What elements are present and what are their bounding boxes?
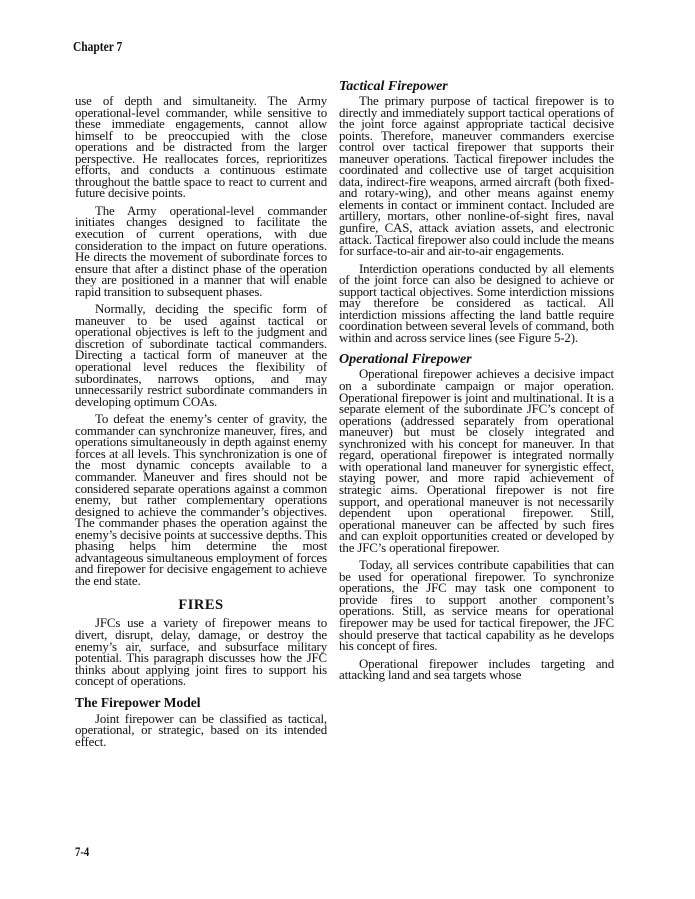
paragraph-services-contribute: Today, all services contribute capabilities that can be used for operational firepower. To synchronize operations, the JFC may task one component to provide fires to support another component’s operations. Still, as service means for operational firepower may be used for tactical firepower, the JFC should preserve that tactical capability as he develops his concept of fires.	[339, 558, 614, 654]
paragraph-jfc-firepower-means: JFCs use a variety of firepower means to divert, disrupt, delay, damage, or destroy the enemy’s air, surface, and subsurface military potential. This paragraph discusses how the JFC thinks about applying joint fires to support his concept of operations.	[75, 616, 327, 689]
right-column	[339, 80, 614, 682]
paragraph-tactical-purpose: The primary purpose of tactical firepower is to directly and immediately support tactical operations of the joint force against appropriate tactical decisive points. Therefore, maneuver commanders exercise control over tactical firepower that supports their maneuver operations. Tactical firepower includes the coordinated and collective use of target acquisition data, indirect-fire weapons, armed aircraft (both fixed- and rotary-wing), and other means against enemy elements in contact or imminent contact. Included are artillery, mortars, other nonline-of-sight fires, naval gunfire, CAS, attack aviation assets, and electronic attack. Tactical firepower also could include the means for surface-to-air and air-to-air engagements.	[339, 94, 614, 259]
heading-operational-firepower: Operational Firepower	[339, 352, 472, 368]
chapter-header: Chapter 7	[73, 40, 123, 55]
heading-tactical-firepower: Tactical Firepower	[339, 79, 448, 94]
paragraph-initiates-changes: The Army operational-level commander initiates changes designed to facilitate the execution of current operations, with due consideration to the impact on future operations. He directs the movement of subordinate forces to ensure that after a distinct phase of the operation they are positioned in a manner that will enable rapid transition to subsequent phases.	[75, 203, 327, 299]
paragraph-center-of-gravity: To defeat the enemy’s center of gravity, the commander can synchronize maneuver, fires, and operations simultaneously in depth against enemy forces at all levels. This synchronization is one of the most dynamic concepts available to a commander. Maneuver and fires should not be considered separate operations against a common enemy, but rather complementary operations designed to achieve the commander’s objectives. The commander phases the operation against the enemy’s decisive points at successive depths. This phasing helps him determine the most advantageous simultaneous employment of forces and firepower for decisive engagement to achieve the end state.	[75, 412, 327, 588]
paragraph-joint-firepower-classified: Joint firepower can be classified as tactical, operational, or strategic, based on its intended effect.	[75, 711, 327, 749]
heading-firepower-model: The Firepower Model	[75, 694, 201, 710]
paragraph-depth-simultaneity: use of depth and simultaneity. The Army operational-level commander, while sensitive to these immediate engagements, cannot allow himself to be preoccupied with the close operations and be distracted from the larger perspective. He reallocates forces, reprioritizes efforts, and conducts a continuous estimate throughout the battle space to react to current and future decisive points.	[75, 94, 327, 201]
paragraph-form-of-maneuver: Normally, deciding the specific form of maneuver to be used against tactical or operational objectives is left to the judgment and discretion of subordinate tactical commanders. Directing a tactical form of maneuver at the operational level reduces the flexibility of subordinates, narrows options, and may unnecessarily restrict subordinate commanders in developing optimum COAs.	[75, 302, 327, 409]
paragraph-targeting: Operational firepower includes targeting and attacking land and sea targets whose	[339, 656, 614, 683]
page-number: 7-4	[75, 844, 90, 859]
paragraph-interdiction: Interdiction operations conducted by all elements of the joint force can also be designed to achieve or support tactical objectives. Some interdiction missions may therefore be considered as tactical. All interdiction missions affecting the land battle require coordination between several levels of command, both within and across service lines (see Figure 5-2).	[339, 261, 614, 345]
left-column	[75, 96, 327, 748]
heading-fires: FIRES	[178, 597, 224, 614]
paragraph-operational-decisive: Operational firepower achieves a decisive impact on a subordinate campaign or major operation. Operational firepower is joint and multinational. It is a separate element of the subordinate JFC’s concept of operations (addressed separately from operational maneuver) but must be closely integrated and synchronized with his concept for maneuver. In that regard, operational firepower is integrated normally with operational land maneuver for synergistic effect, staying power, and more rapid achievement of strategic aims. Operational firepower is not fire support, and operational maneuver is not necessarily dependent upon operational firepower. Still, operational maneuver can be affected by such fires and can exploit opportunities created or developed by the JFC’s operational firepower.	[339, 367, 614, 555]
